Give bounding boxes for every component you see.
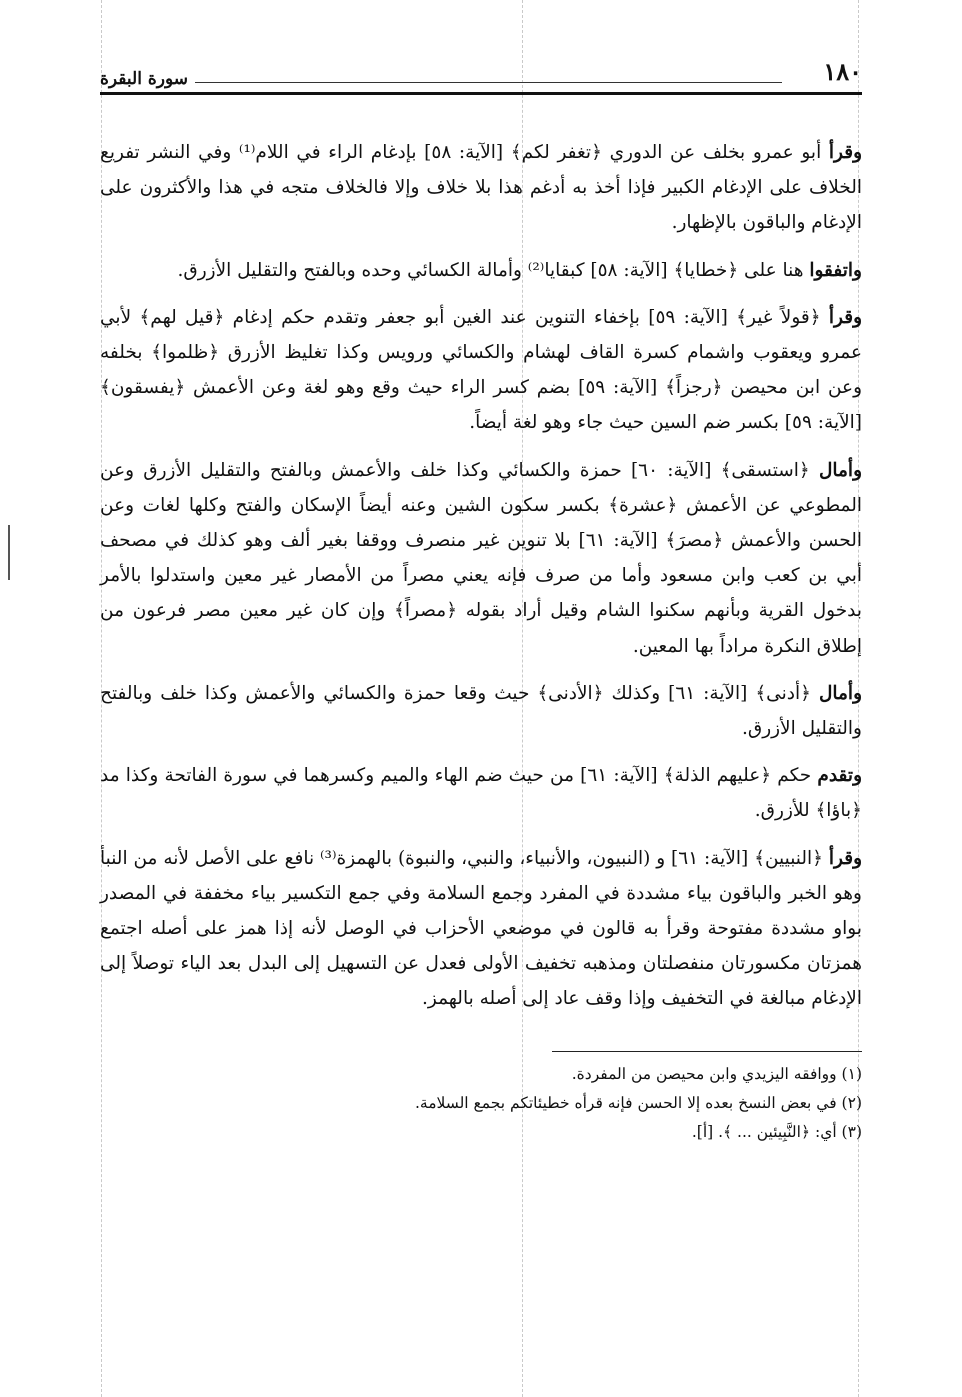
paragraph-lead: واتفقوا: [809, 259, 862, 281]
paragraph-lead: وأمال: [818, 682, 862, 704]
paragraph-text: ﴿استسقى﴾ [الآية: ٦٠] حمزة والكسائي وكذا خلف والأعمش وبالفتح والتقليل الأزرق وعن المطوعي عن الأعمش ﴿عشرة﴾ بكسر سكون الشين وعنه أيضاً الإسكان والفتح وكلها لغات وعن الحسن والأعمش ﴿مصرَ﴾ [الآية: ٦١] بلا تنوين غير منصرف ووقفا بغير ألف وهو كذلك في مصحف أبي بن كعب وابن مسعود وأما من صرف فإنه يعني مصراً من الأمصار غير معين واستدلوا بالأمر بدخول القرية وبأنهم سكنوا الشام وقيل أراد بقوله ﴿مصراً﴾ وإن كان غير معين مصر فرعون من إطلاق النكرة مراداً بها المعين.: [100, 459, 862, 657]
footnote-rule: [552, 1051, 862, 1052]
paragraph-text: ﴿النبيين﴾ [الآية: ٦١] و (النبيون، والأنبياء، والنبي، والنبوة) بالهمزة⁽³⁾ نافع على الأصل لأنه من النبأ وهو الخبر والباقون بياء مشددة في المفرد وجمع السلامة وفي جمع التكسير بياء مخففة في المصدر بواو مشددة مفتوحة وقرأ به قالون في موضعي الأحزاب في الوصل لأنه إذا همز على أصله اجتمع همزتان مكسورتان منفصلتان ومذهبه تخفيف الأولى فعدل عن التسهيل إلى البدل بعد الياء توصلاً إلى الإدغام مبالغة في التخفيف وإذا وقف عاد إلى أصله بالهمز.: [100, 847, 862, 1010]
footnotes: [100, 1060, 862, 1147]
paragraph: [100, 758, 862, 828]
header-thin-rule: [195, 82, 782, 83]
paragraph-text: هنا على ﴿خطايا﴾ [الآية: ٥٨] كبقايا⁽²⁾ وأمالة الكسائي وحده وبالفتح والتقليل الأزرق.: [177, 259, 810, 281]
paragraph-lead: وقرأ: [828, 306, 862, 328]
paragraph-lead: وتقدم: [817, 765, 862, 787]
footnote: (١) ووافقه اليزيدي وابن محيصن من المفردة.: [571, 1064, 862, 1083]
footnote: (٢) في بعض النسخ بعده إلا الحسن فإنه قرأه خطيئاتكم بجمع السلامة.: [414, 1093, 862, 1112]
paragraph: [100, 300, 862, 441]
paragraph-lead: وقرأ: [828, 142, 862, 163]
paragraph: [100, 676, 862, 746]
paragraph-lead: وأمال: [818, 459, 862, 481]
paragraph-text: ﴿أدنى﴾ [الآية: ٦١] وكذلك ﴿الأدنى﴾ حيث وقعا حمزة والكسائي والأعمش وكذا خلف وبالفتح والتقليل الأزرق.: [100, 682, 862, 740]
paragraph: [100, 253, 862, 288]
page-header: [100, 55, 862, 97]
paragraph-text: حكم ﴿عليهم الذلة﴾ [الآية: ٦١] من حيث ضم الهاء والميم وكسرهما في سورة الفاتحة وكذا مد ﴿باؤا﴾ للأزرق.: [100, 765, 862, 822]
running-title: سورة البقرة: [100, 69, 188, 89]
paragraph: [100, 841, 862, 1017]
paragraph-text: ﴿قولاً غير﴾ [الآية: ٥٩] بإخفاء التنوين عند الغين أبو جعفر وتقدم حكم إدغام ﴿قيل لهم﴾ لأبي عمرو ويعقوب واشمام كسرة القاف لهشام والكسائي ورويس وكذا تغليظ الأزرق ﴿ظلموا﴾ بخلفه وعن ابن محيصن ﴿رجزاً﴾ [الآية: ٥٩] بضم كسر الراء حيث وقع وهو لغة وعن الأعمش ﴿يفسقون﴾ [الآية: ٥٩] بكسر ضم السين حيث جاء وهو لغة أيضاً.: [100, 306, 863, 434]
paragraph-lead: وقرأ: [828, 847, 863, 869]
header-rule: [100, 92, 862, 95]
page-number: ١٨٠: [823, 57, 862, 86]
footnote: (٣) أي: ﴿النَّبِيئين ... ﴾. [أ].: [691, 1122, 862, 1141]
paragraph: [100, 453, 862, 664]
main-text: [100, 135, 862, 1017]
scan-margin-mark: [8, 525, 10, 580]
book-page: [100, 55, 862, 1147]
paragraph: [100, 135, 862, 241]
paragraph-text: أبو عمرو بخلف عن الدوري ﴿تغفر لكم﴾ [الآية: ٥٨] بإدغام الراء في اللام⁽¹⁾ وفي النشر تفريع الخلاف على الإدغام الكبير فإذا أخذ به أدغم هذا بلا خلاف وإلا فالخلاف متجه في هذا والأكثرون على الإدغام والباقون بالإظهار.: [100, 142, 862, 234]
